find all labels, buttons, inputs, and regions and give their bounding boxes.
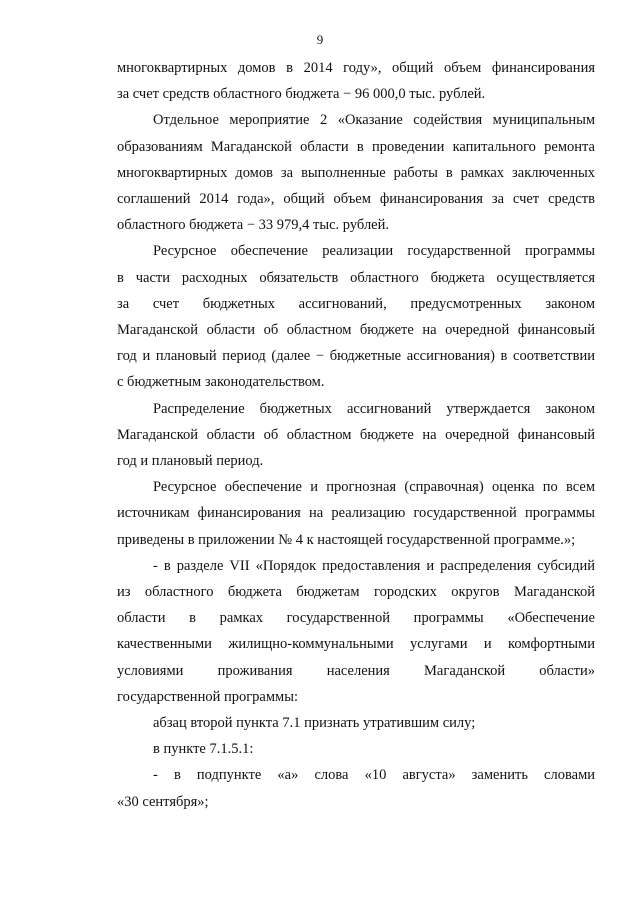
- text-line: качественными жилищно-коммунальными услугами и комфортными: [117, 636, 595, 653]
- paragraph: [117, 55, 595, 107]
- text-line: в части расходных обязательств областного бюджета осуществляется: [117, 269, 595, 286]
- text-line: в пункте 7.1.5.1:: [153, 741, 254, 758]
- text-line: Распределение бюджетных ассигнований утверждается законом: [153, 400, 595, 417]
- page-number: 9: [316, 32, 324, 47]
- text-line: за счет средств областного бюджета − 96 000,0 тыс. рублей.: [117, 86, 486, 103]
- paragraph: [117, 107, 595, 238]
- text-line: государственной программы:: [117, 688, 298, 705]
- text-line: «30 сентября»;: [117, 793, 209, 810]
- text-line: многоквартирных домов за выполненные работы в рамках заключенных: [117, 164, 595, 181]
- text-line: - в подпункте «а» слова «10 августа» заменить словами: [153, 767, 595, 784]
- text-line: соглашений 2014 года», общий объем финансирования за счет средств: [117, 191, 595, 208]
- text-line: источникам финансирования на реализацию государственной программы: [117, 505, 595, 522]
- text-line: многоквартирных домов в 2014 году», общий объем финансирования: [117, 60, 595, 76]
- text-line: Магаданской области об областном бюджете на очередной финансовый: [117, 322, 595, 339]
- paragraph: [117, 396, 595, 475]
- paragraph: [117, 474, 595, 553]
- text-line: за счет бюджетных ассигнований, предусмотренных законом: [117, 295, 595, 312]
- text-line: условиями проживания населения Магаданской области»: [117, 662, 595, 679]
- text-line: области в рамках государственной программы «Обеспечение: [117, 610, 595, 627]
- document-body: [117, 55, 595, 815]
- text-line: Отдельное мероприятие 2 «Оказание содействия муниципальным: [153, 112, 595, 129]
- text-line: приведены в приложении № 4 к настоящей государственной программе.»;: [117, 531, 576, 548]
- text-line: Ресурсное обеспечение реализации государственной программы: [153, 243, 595, 260]
- text-line: областного бюджета − 33 979,4 тыс. рублей.: [117, 217, 390, 234]
- paragraph: [117, 553, 595, 710]
- paragraph: [117, 762, 595, 814]
- text-line: Магаданской области об областном бюджете на очередной финансовый: [117, 426, 595, 443]
- paragraph: [117, 710, 595, 736]
- paragraph: [117, 238, 595, 395]
- text-line: абзац второй пункта 7.1 признать утратившим силу;: [153, 715, 476, 732]
- text-line: год и плановый период.: [117, 453, 264, 470]
- paragraph: [117, 736, 595, 762]
- text-line: Ресурсное обеспечение и прогнозная (справочная) оценка по всем: [153, 479, 595, 496]
- text-line: - в разделе VII «Порядок предоставления и распределения субсидий: [153, 557, 595, 574]
- text-line: образованиям Магаданской области в проведении капитального ремонта: [117, 138, 595, 155]
- text-line: из областного бюджета бюджетам городских округов Магаданской: [117, 584, 595, 601]
- text-line: год и плановый период (далее − бюджетные ассигнования) в соответствии: [117, 348, 595, 365]
- text-line: с бюджетным законодательством.: [117, 374, 325, 391]
